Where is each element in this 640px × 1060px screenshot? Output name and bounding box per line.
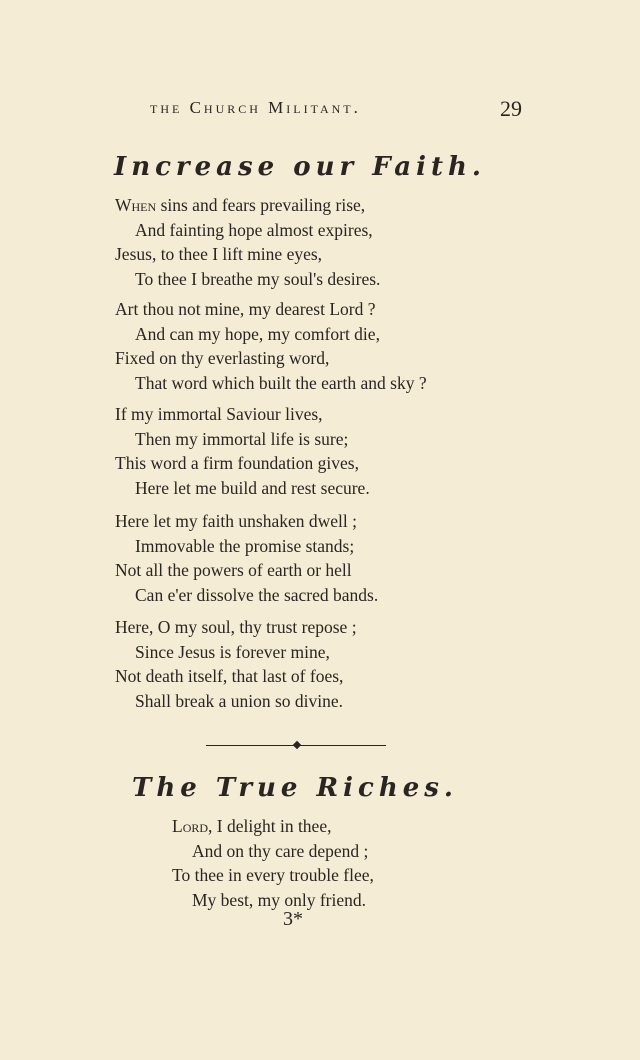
hymn-title: The True Riches.	[132, 773, 458, 803]
verse-line: My best, my only friend.	[192, 889, 367, 910]
stanza	[115, 297, 427, 395]
verse-line	[172, 814, 374, 839]
stanza	[115, 509, 378, 607]
line-rest: sins and fears prevailing rise,	[156, 195, 366, 215]
verse-line: Since Jesus is forever mine,	[135, 641, 330, 662]
verse-line: And can my hope, my comfort die,	[135, 323, 380, 344]
verse-line: Here let my faith unshaken dwell ;	[115, 511, 358, 531]
verse-line: Jesus, to thee I lift mine eyes,	[115, 244, 323, 264]
first-word: Lord	[172, 816, 209, 836]
verse-line: Fixed on thy everlasting word,	[115, 348, 330, 368]
verse-line: Then my immortal life is sure;	[135, 428, 349, 449]
stanza	[115, 193, 380, 291]
verse-line: Art thou not mine, my dearest Lord ?	[115, 299, 376, 319]
verse-line: Can e'er dissolve the sacred bands.	[135, 584, 379, 605]
verse-line: Here, O my soul, thy trust repose ;	[115, 617, 357, 637]
stanza	[115, 615, 357, 713]
hymn-title: Increase our Faith.	[114, 152, 486, 182]
verse-line: And fainting hope almost expires,	[135, 219, 373, 240]
verse-line: Immovable the promise stands;	[135, 535, 355, 556]
stanza	[172, 814, 374, 912]
running-head: the Church Militant.	[150, 98, 361, 117]
line-rest: , I delight in thee,	[208, 816, 332, 836]
verse-line: This word a firm foundation gives,	[115, 453, 359, 473]
divider-ornament	[293, 741, 301, 749]
verse-line: To thee in every trouble flee,	[172, 865, 374, 885]
verse-line: Shall break a union so divine.	[135, 690, 344, 711]
verse-line: And on thy care depend ;	[192, 840, 369, 861]
signature-mark: 3*	[283, 908, 303, 930]
first-word: When	[115, 195, 157, 215]
verse-line: That word which built the earth and sky ?	[135, 372, 427, 393]
verse-line: Not death itself, that last of foes,	[115, 666, 344, 686]
verse-line: To thee I breathe my soul's desires.	[135, 268, 381, 289]
verse-line	[115, 193, 380, 218]
verse-line: Here let me build and rest secure.	[135, 477, 370, 498]
verse-line: If my immortal Saviour lives,	[115, 404, 323, 424]
page-number: 29	[500, 96, 522, 121]
stanza	[115, 402, 370, 500]
verse-line: Not all the powers of earth or hell	[115, 560, 352, 580]
